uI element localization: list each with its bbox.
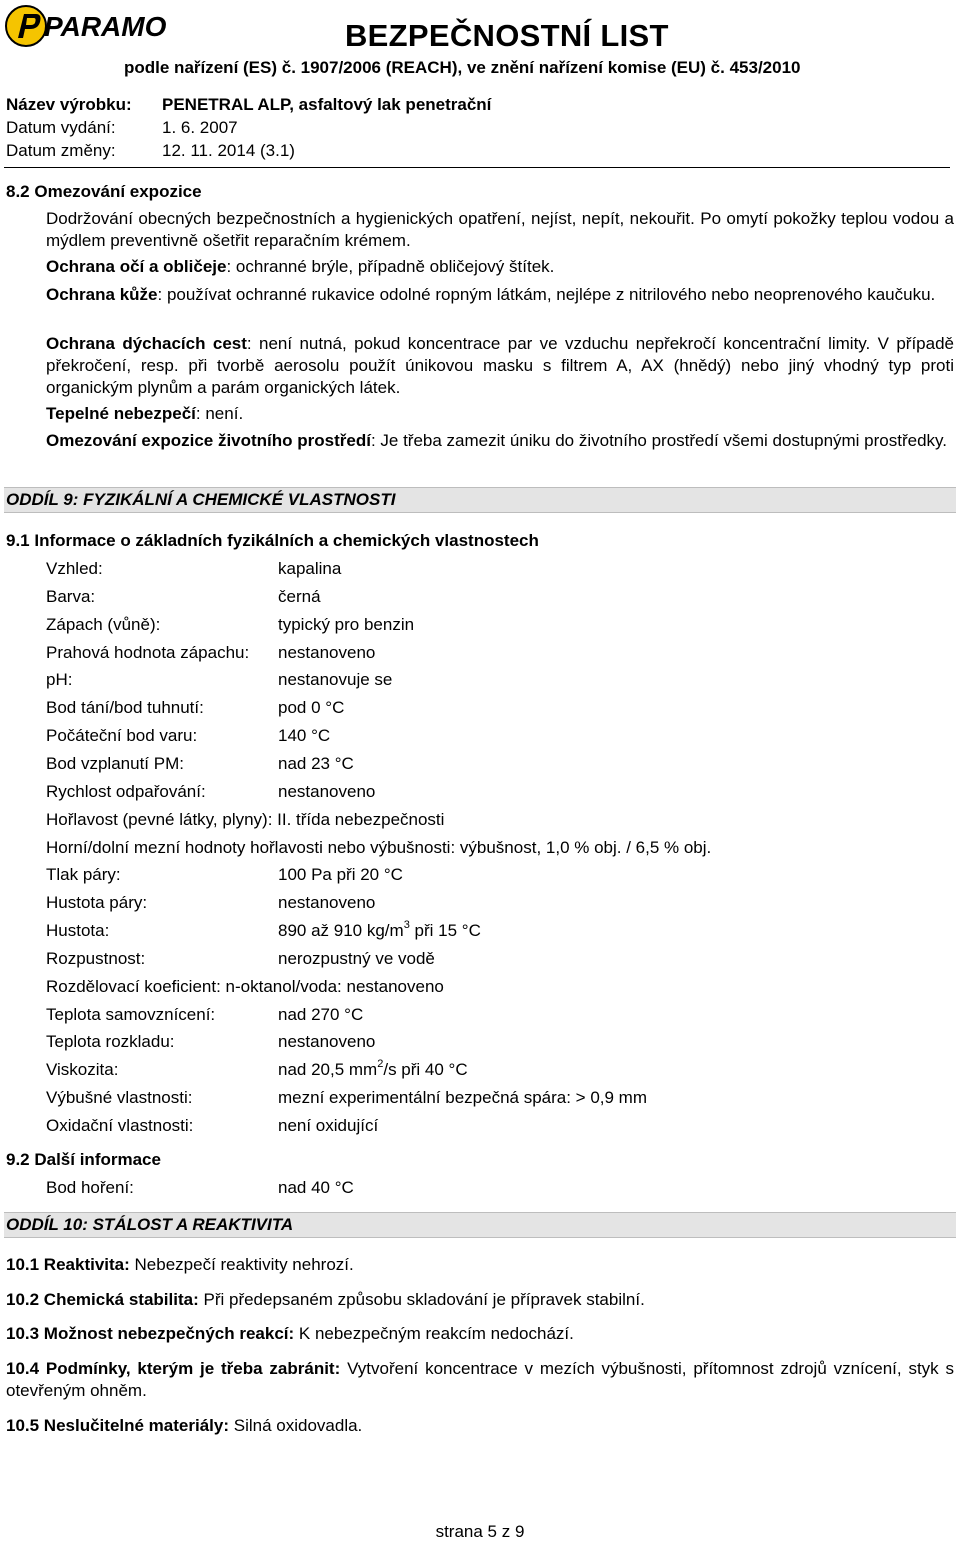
property-label: Hustota páry: <box>46 893 148 912</box>
section-10-bar <box>4 1212 956 1238</box>
page-number: strana 5 z 9 <box>435 1522 525 1541</box>
property-label: Rozdělovací koeficient: n-oktanol/voda: nestanoveno <box>46 977 444 996</box>
paragraph-skin-protection <box>46 284 954 306</box>
paragraph-environment <box>46 430 954 452</box>
item-10-5 <box>6 1415 954 1437</box>
property-label: Barva: <box>46 587 96 606</box>
item-text: Při předepsaném způsobu skladování je přípravek stabilní. <box>198 1290 645 1309</box>
section-title: ODDÍL 9: FYZIKÁLNÍ A CHEMICKÉ VLASTNOSTI <box>6 490 396 509</box>
property-label: Hustota: <box>46 921 110 940</box>
meta-label: Název výrobku: <box>6 95 132 114</box>
meta-label: Datum změny: <box>6 141 116 160</box>
paragraph-respiratory <box>46 333 954 399</box>
property-label: Vzhled: <box>46 559 103 578</box>
property-label: Rychlost odpařování: <box>46 782 206 801</box>
item-10-2 <box>6 1289 954 1311</box>
section-9-bar <box>4 487 956 513</box>
item-text: Nebezpečí reaktivity nehrozí. <box>129 1255 354 1274</box>
value-part: /s při 40 °C <box>383 1060 468 1079</box>
text: : není nutná, pokud koncentrace par ve vzduchu nepřekročí koncentrační limity. V případě překročení, resp. při tvorbě aerosolu použít únikovou masku s filtrem A, AX (hnědý) nebo jiný vhodný typ proti organickým plynům a parám organických látek. <box>46 334 954 397</box>
value-part: nad 20,5 mm <box>278 1060 378 1079</box>
paramo-logo <box>4 4 190 48</box>
text: : Je třeba zamezit úniku do životního prostředí všemi dostupnými prostředky. <box>370 431 948 450</box>
meta-value: 12. 11. 2014 (3.1) <box>162 141 295 160</box>
item-label: 10.1 Reaktivita: <box>6 1255 130 1274</box>
property-value: nestanovuje se <box>278 670 393 689</box>
item-10-4 <box>6 1358 954 1402</box>
paragraph-general: Dodržování obecných bezpečnostních a hygienických opatření, nejíst, nepít, nekouřit. Po omytí pokožky teplou vodou a mýdlem preventivně ošetřit reparačním krémem. <box>46 209 954 250</box>
property-label: Bod hoření: <box>46 1178 134 1197</box>
item-text: K nebezpečným reakcím nedochází. <box>294 1324 574 1343</box>
item-label: 10.5 Neslučitelné materiály: <box>6 1416 230 1435</box>
property-label: Bod tání/bod tuhnutí: <box>46 698 204 717</box>
property-label: Prahová hodnota zápachu: <box>46 643 250 662</box>
property-label: Počáteční bod varu: <box>46 726 198 745</box>
label: Ochrana kůže <box>46 285 158 304</box>
property-value: typický pro benzin <box>278 615 415 634</box>
value-superscript: 2 <box>377 1058 384 1070</box>
property-label: Tlak páry: <box>46 865 121 884</box>
property-value: nad 270 °C <box>278 1005 364 1024</box>
property-value <box>278 920 481 942</box>
value-superscript: 3 <box>403 919 410 931</box>
meta-product <box>6 94 491 116</box>
section-8-2-heading: 8.2 Omezování expozice <box>6 182 202 201</box>
property-label: Rozpustnost: <box>46 949 146 968</box>
section-9-1-heading: 9.1 Informace o základních fyzikálních a chemických vlastnostech <box>6 531 539 550</box>
property-value: nestanoveno <box>278 782 376 801</box>
property-value: nad 23 °C <box>278 754 354 773</box>
item-label: 10.3 Možnost nebezpečných reakcí: <box>6 1324 295 1343</box>
paramo-logo-mark <box>4 4 190 48</box>
item-text: Vytvoření koncentrace v mezích výbušnosti, přítomnost zdrojů vznícení, styk s otevřeným ohněm. <box>6 1359 955 1400</box>
label: Omezování expozice životního prostředí <box>46 431 371 450</box>
text: : není. <box>195 404 244 423</box>
header-divider <box>4 167 950 168</box>
label: Ochrana očí a obličeje <box>46 257 227 276</box>
property-label: Oxidační vlastnosti: <box>46 1116 194 1135</box>
text: : ochranné brýle, případně obličejový štítek. <box>226 257 555 276</box>
item-10-1 <box>6 1254 954 1276</box>
property-value: nestanoveno <box>278 893 376 912</box>
property-value: pod 0 °C <box>278 698 345 717</box>
property-value: nad 40 °C <box>278 1178 354 1197</box>
item-label: 10.4 Podmínky, kterým je třeba zabránit: <box>6 1359 341 1378</box>
document-subtitle: podle nařízení (ES) č. 1907/2006 (REACH), ve znění nařízení komise (EU) č. 453/2010 <box>124 58 801 77</box>
document-title: BEZPEČNOSTNÍ LIST <box>345 18 669 53</box>
property-label: Viskozita: <box>46 1060 119 1079</box>
item-text: Silná oxidovadla. <box>229 1416 363 1435</box>
value-part: při 15 °C <box>409 921 481 940</box>
meta-label: Datum vydání: <box>6 118 116 137</box>
property-label: Teplota rozkladu: <box>46 1032 175 1051</box>
property-value: nestanoveno <box>278 1032 376 1051</box>
property-value: není oxidující <box>278 1116 379 1135</box>
property-value: kapalina <box>278 559 342 578</box>
svg-text:PARAMO: PARAMO <box>44 11 167 42</box>
property-value: nestanoveno <box>278 643 376 662</box>
value-part: 890 až 910 kg/m <box>278 921 404 940</box>
meta-issue-date <box>6 117 238 139</box>
property-label: Teplota samovznícení: <box>46 1005 216 1024</box>
section-9-2-heading: 9.2 Další informace <box>6 1150 161 1169</box>
property-label: Hořlavost (pevné látky, plyny): II. třída nebezpečnosti <box>46 810 445 829</box>
property-value: 100 Pa při 20 °C <box>278 865 403 884</box>
section-title: ODDÍL 10: STÁLOST A REAKTIVITA <box>6 1215 294 1234</box>
label: Ochrana dýchacích cest <box>46 334 247 353</box>
meta-value: PENETRAL ALP, asfaltový lak penetrační <box>162 95 492 114</box>
label: Tepelné nebezpečí <box>46 404 196 423</box>
property-label: Bod vzplanutí PM: <box>46 754 184 773</box>
property-label: pH: <box>46 670 73 689</box>
property-value <box>278 1059 468 1081</box>
property-value: mezní experimentální bezpečná spára: > 0,9 mm <box>278 1088 647 1107</box>
paragraph-thermal <box>46 403 954 425</box>
property-label: Zápach (vůně): <box>46 615 161 634</box>
paragraph-eye-protection <box>46 256 954 278</box>
text: : používat ochranné rukavice odolné ropným látkám, nejlépe z nitrilového nebo neoprenového kaučuku. <box>157 285 936 304</box>
item-10-3 <box>6 1323 954 1345</box>
meta-change-date <box>6 140 295 162</box>
property-value: nerozpustný ve vodě <box>278 949 435 968</box>
property-label: Výbušné vlastnosti: <box>46 1088 193 1107</box>
item-label: 10.2 Chemická stabilita: <box>6 1290 199 1309</box>
property-label: Horní/dolní mezní hodnoty hořlavosti nebo výbušnosti: výbušnost, 1,0 % obj. / 6,5 % obj. <box>46 838 712 857</box>
property-value: černá <box>278 587 321 606</box>
property-value: 140 °C <box>278 726 331 745</box>
meta-value: 1. 6. 2007 <box>162 118 238 137</box>
